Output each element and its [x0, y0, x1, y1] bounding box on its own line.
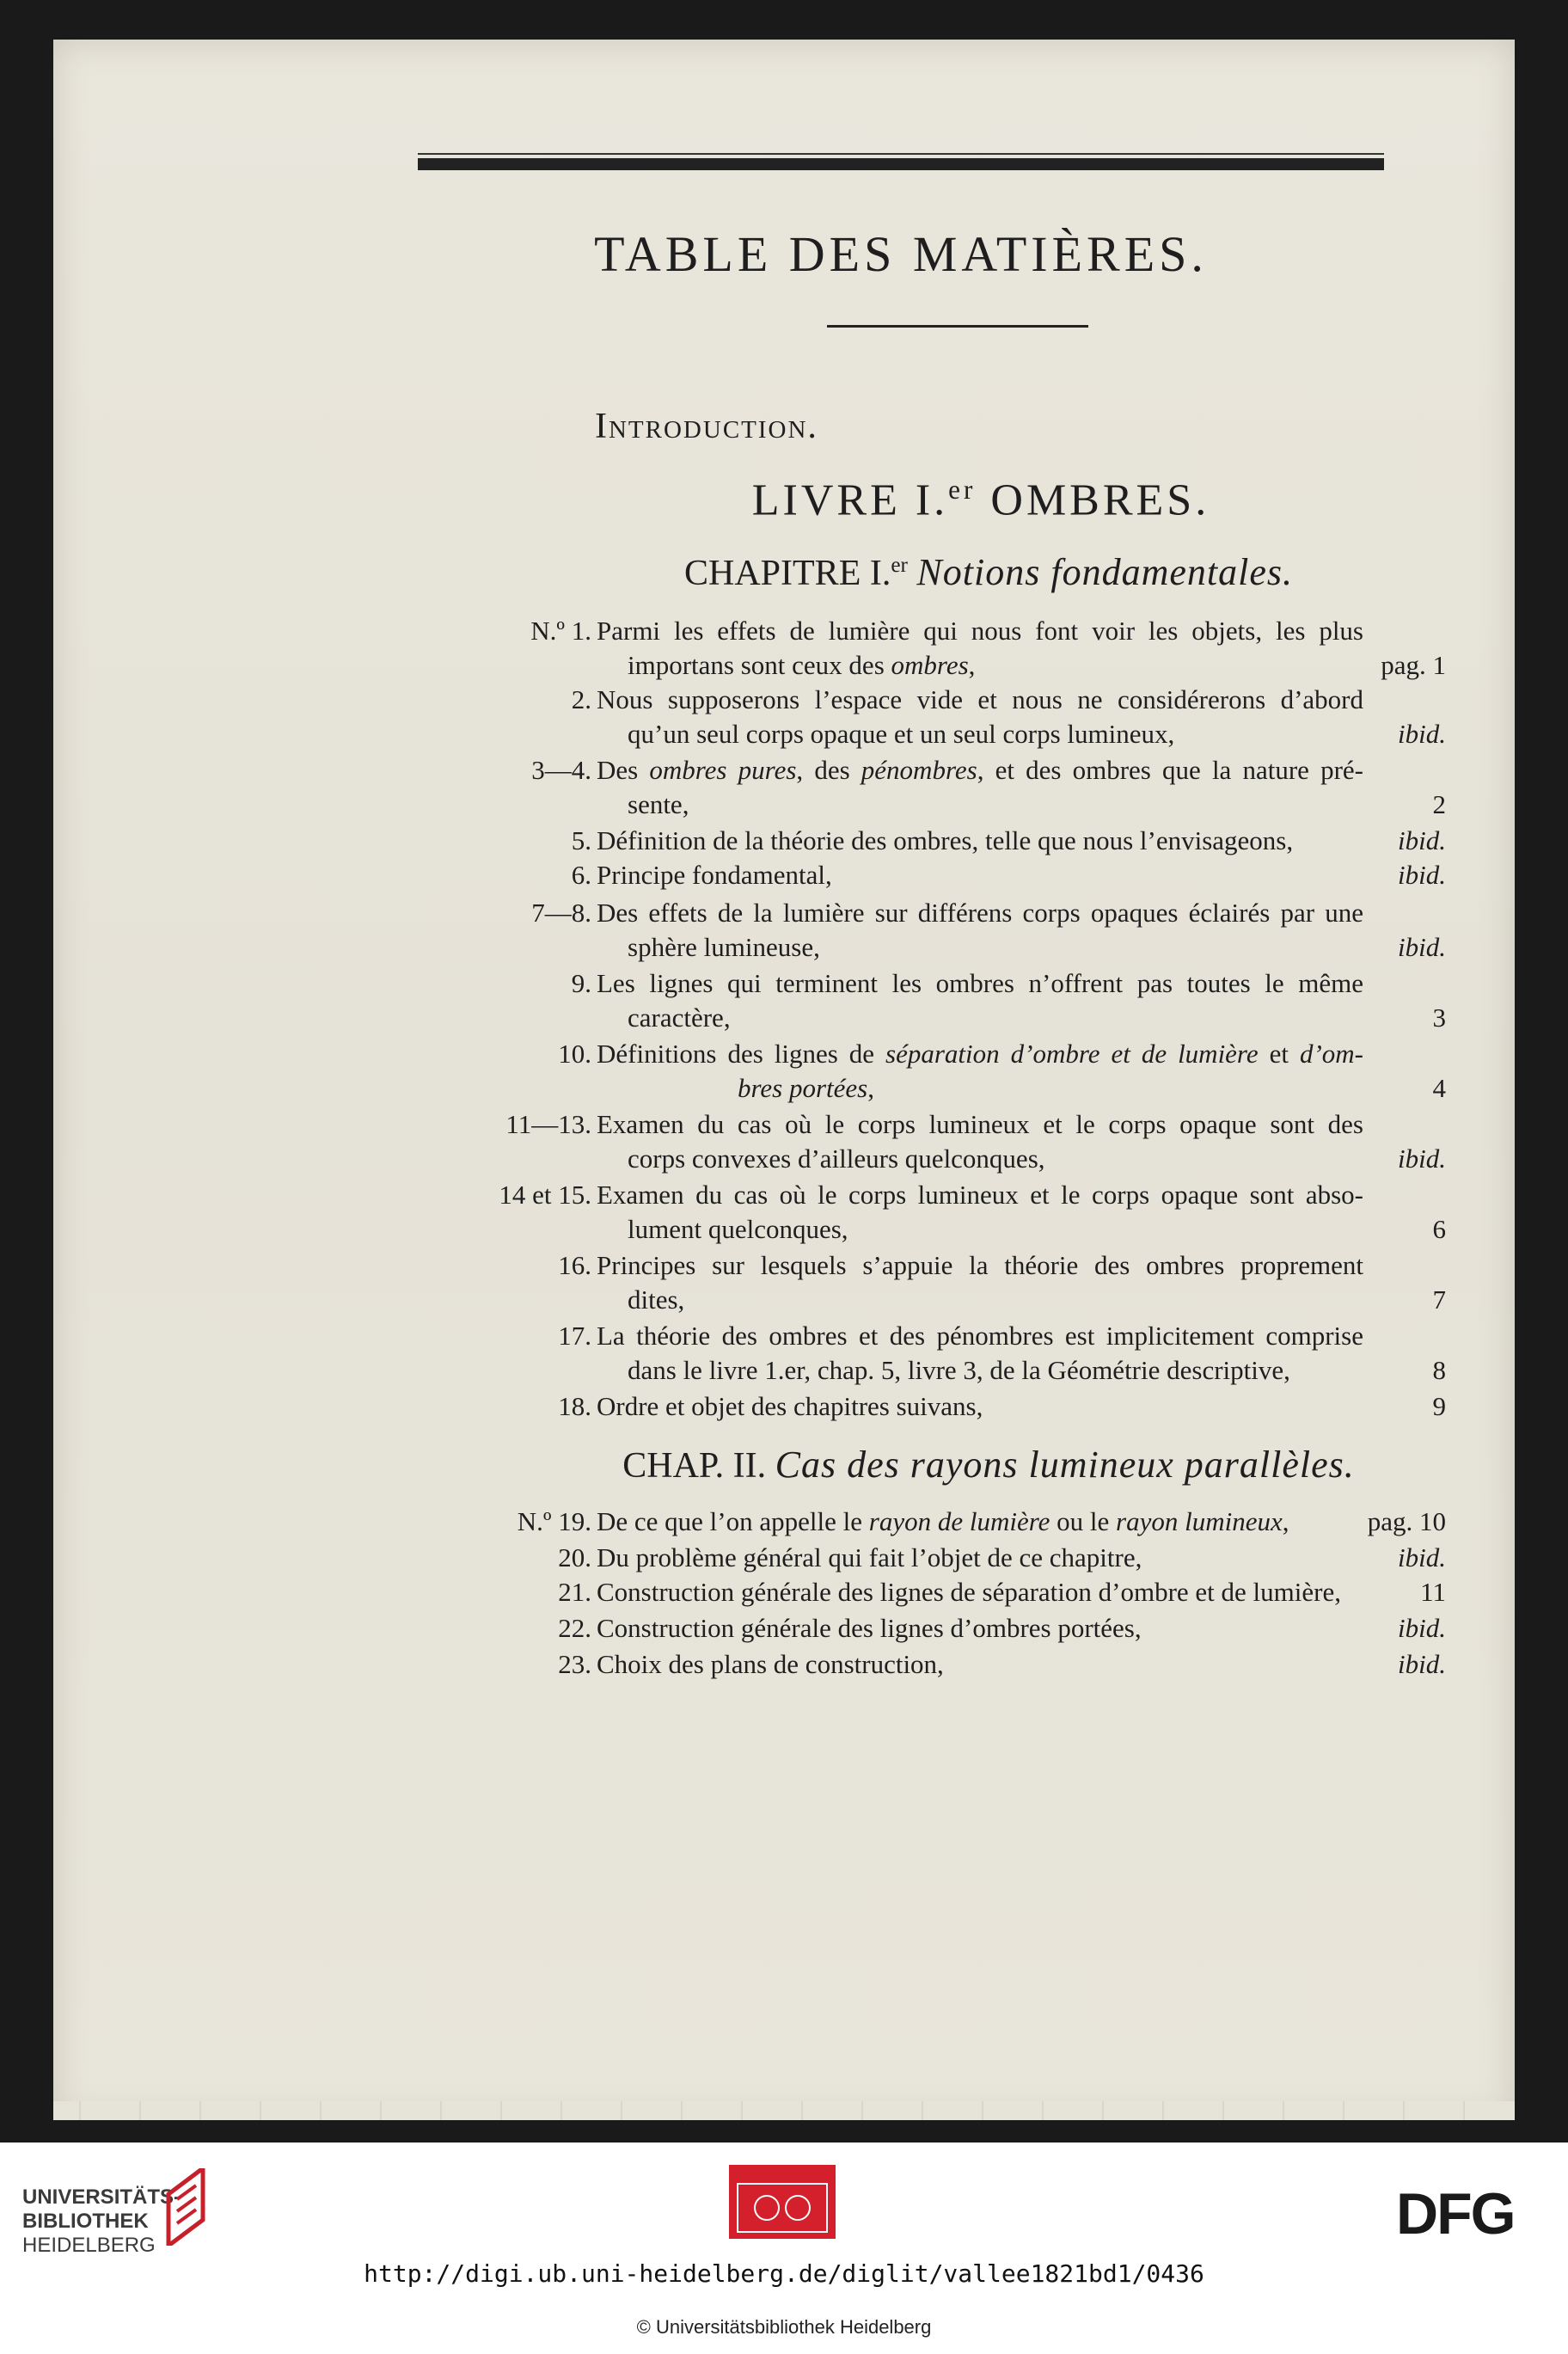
entry-text: Parmi les effets de lumière qui nous font voir les objets, les plus — [597, 616, 1363, 646]
entry-text-italic: ombres — [891, 650, 969, 680]
entry-number: N.º 1. — [530, 616, 591, 646]
ub-logo[interactable] — [22, 2185, 181, 2258]
entry-line — [597, 1542, 1142, 1579]
entry-number: 3—4. — [531, 755, 591, 785]
entry-text-part: ou le — [1050, 1506, 1117, 1536]
entry-number: 22. — [558, 1613, 591, 1643]
ub-line3: HEIDELBERG — [22, 2234, 156, 2257]
entry-text: sphère lumineuse, — [628, 932, 820, 962]
entry-text: Principe fondamental, — [597, 860, 832, 890]
entry-line — [597, 616, 1363, 652]
entry-number: 14 et 15. — [499, 1180, 591, 1210]
entry-number: 5. — [571, 825, 591, 855]
entry-line — [597, 1613, 1142, 1649]
entry-text: Des effets de la lumière sur différens corps opaques éclairés par une — [597, 898, 1363, 928]
entry-line — [597, 1506, 1289, 1542]
entry-number: 17. — [558, 1321, 591, 1351]
episteme-logo[interactable] — [729, 2165, 836, 2239]
page-edge — [53, 2101, 1515, 2120]
entry-number: N.º 19. — [517, 1506, 591, 1536]
entry-line — [597, 968, 1363, 1004]
entry-text-part: , — [968, 650, 976, 680]
entry-text: Construction générale des lignes d’ombres portées, — [597, 1613, 1142, 1643]
entry-text: La théorie des ombres et des pénombres est implicitement comprise — [597, 1321, 1363, 1351]
entry-line — [597, 1180, 1363, 1216]
entry-text-italic: bres portées — [738, 1073, 868, 1103]
entry-line-2 — [628, 719, 1174, 755]
page-reference: ibid. — [1398, 1542, 1446, 1572]
chapter-1-heading: CHAPITRE I.$^{er}$ Notions fondamentales. — [684, 551, 1293, 593]
entry-text-part: De ce que l’on appelle le — [597, 1506, 869, 1536]
entry-number: 2. — [571, 684, 591, 714]
livre-heading: LIVRE I.$^{er}$ OMBRES. — [751, 475, 1210, 525]
entry-text: Choix des plans de construction, — [597, 1649, 944, 1679]
entry-text — [597, 755, 1363, 785]
entry-text: dites, — [628, 1284, 685, 1315]
entry-text: Nous supposerons l’espace vide et nous ne considérerons d’abord — [597, 684, 1363, 714]
entry-number: 7—8. — [531, 898, 591, 928]
chapter-2-heading: CHAP. II. Cas des rayons lumineux parallèles. — [622, 1444, 1355, 1486]
entry-text: Ordre et objet des chapitres suivans, — [597, 1391, 983, 1421]
page-reference: ibid. — [1398, 1613, 1446, 1643]
entry-number: 23. — [558, 1649, 591, 1679]
entry-line-2 — [628, 650, 975, 686]
entry-text-part: , et des ombres que la nature pré- — [977, 755, 1363, 785]
footer — [0, 2143, 1568, 2354]
entry-text: Examen du cas où le corps lumineux et le corps opaque sont des — [597, 1109, 1363, 1139]
entry-text-part: Définitions des lignes de — [597, 1039, 886, 1069]
entry-line — [597, 1039, 1363, 1075]
entry-text: Construction générale des lignes de séparation d’ombre et de lumière, — [597, 1577, 1341, 1607]
page-reference: 11 — [1420, 1577, 1446, 1607]
entry-text: Du problème général qui fait l’objet de ce chapitre, — [597, 1542, 1142, 1572]
entry-line-2 — [628, 789, 689, 825]
entry-text-italic: ombres pures — [649, 755, 797, 785]
entry-line — [597, 825, 1293, 861]
entry-text: qu’un seul corps opaque et un seul corps lumineux, — [628, 719, 1175, 749]
entry-number: 20. — [558, 1542, 591, 1572]
entry-text-italic: pénombres — [861, 755, 977, 785]
entry-line-2 — [628, 1355, 1290, 1391]
top-rule — [418, 158, 1384, 170]
entry-line — [597, 860, 832, 896]
entry-number: 6. — [571, 860, 591, 890]
page-reference: ibid. — [1398, 825, 1446, 855]
entry-text: Principes sur lesquels s’appuie la théorie des ombres proprement — [597, 1250, 1363, 1280]
ub-line2: BIBLIOTHEK — [22, 2210, 149, 2233]
entry-line-2 — [628, 1002, 731, 1039]
entry-text-part: , — [867, 1073, 874, 1103]
entry-text: dans le livre 1.er, chap. 5, livre 3, de la Géométrie descriptive, — [628, 1355, 1290, 1385]
introduction-heading: Introduction. — [595, 407, 818, 446]
entry-line-2 — [628, 1214, 848, 1250]
ub-line1: UNIVERSITÄTS- — [22, 2185, 181, 2209]
entry-line — [597, 898, 1363, 934]
entry-text-part: , — [1282, 1506, 1289, 1536]
page-reference: ibid. — [1398, 1143, 1446, 1174]
entry-line — [597, 755, 1363, 791]
page-reference: 3 — [1432, 1002, 1446, 1033]
page-reference: ibid. — [1398, 932, 1446, 962]
entry-number: 18. — [558, 1391, 591, 1421]
entry-text: lument quelconques, — [628, 1214, 848, 1244]
entry-number: 11—13. — [505, 1109, 591, 1139]
ub-book-icon — [160, 2168, 220, 2246]
entry-line — [597, 1649, 944, 1685]
page-title: TABLE DES MATIÈRES. — [594, 226, 1208, 282]
entry-text: Définition de la théorie des ombres, telle que nous l’envisageons, — [597, 825, 1294, 855]
entry-text: caractère, — [628, 1002, 731, 1033]
entry-text-italic: rayon lumineux — [1116, 1506, 1283, 1536]
entry-line — [597, 684, 1363, 720]
copyright-notice: © Universitätsbibliothek Heidelberg — [636, 2316, 932, 2338]
entry-number: 21. — [558, 1577, 591, 1607]
entry-number: 10. — [558, 1039, 591, 1069]
page-reference: ibid. — [1398, 1649, 1446, 1679]
entry-text-part: , des — [796, 755, 861, 785]
title-rule — [827, 325, 1088, 328]
entry-text-italic: rayon de lumière — [868, 1506, 1050, 1536]
entry-line — [597, 1391, 983, 1427]
entry-line — [597, 1321, 1363, 1357]
entry-text: corps convexes d’ailleurs quelconques, — [628, 1143, 1045, 1174]
entry-line-2 — [628, 1143, 1045, 1180]
entry-text-part: Des — [597, 755, 650, 785]
dfg-logo[interactable]: DFG — [1396, 2181, 1515, 2247]
entry-number: 16. — [558, 1250, 591, 1280]
entry-text-italic: séparation d’ombre et de lumière — [885, 1039, 1259, 1069]
page-reference: 7 — [1432, 1284, 1446, 1315]
episteme-emblem-icon — [729, 2165, 836, 2239]
permalink-url[interactable]: http://digi.ub.uni-heidelberg.de/diglit/vallee1821bd1/0436 — [364, 2259, 1204, 2288]
entry-line-2 — [628, 932, 820, 968]
page-reference: pag. 10 — [1367, 1506, 1446, 1536]
entry-text — [597, 1506, 1289, 1536]
entry-text-italic: d’om- — [1299, 1039, 1363, 1069]
entry-line-2 — [628, 1284, 684, 1321]
page-reference: 2 — [1432, 789, 1446, 819]
entry-text: sente, — [628, 789, 689, 819]
page-reference: 4 — [1432, 1073, 1446, 1103]
entry-text: importans sont ceux des — [628, 650, 891, 680]
page-reference: 8 — [1432, 1355, 1446, 1385]
page-reference: 6 — [1432, 1214, 1446, 1244]
page-reference: pag. 1 — [1381, 650, 1446, 680]
entry-line-2 — [738, 1073, 874, 1109]
page-reference: ibid. — [1398, 860, 1446, 890]
entry-line — [597, 1109, 1363, 1145]
entry-text: Les lignes qui terminent les ombres n’offrent pas toutes le même — [597, 968, 1363, 998]
entry-number: 9. — [571, 968, 591, 998]
entry-line — [597, 1577, 1341, 1613]
page-reference: 9 — [1432, 1391, 1446, 1421]
entry-line — [597, 1250, 1363, 1286]
entry-text: Examen du cas où le corps lumineux et le corps opaque sont abso- — [597, 1180, 1363, 1210]
entry-text-part: et — [1258, 1039, 1300, 1069]
entry-text — [597, 1039, 1363, 1069]
page-reference: ibid. — [1398, 719, 1446, 749]
